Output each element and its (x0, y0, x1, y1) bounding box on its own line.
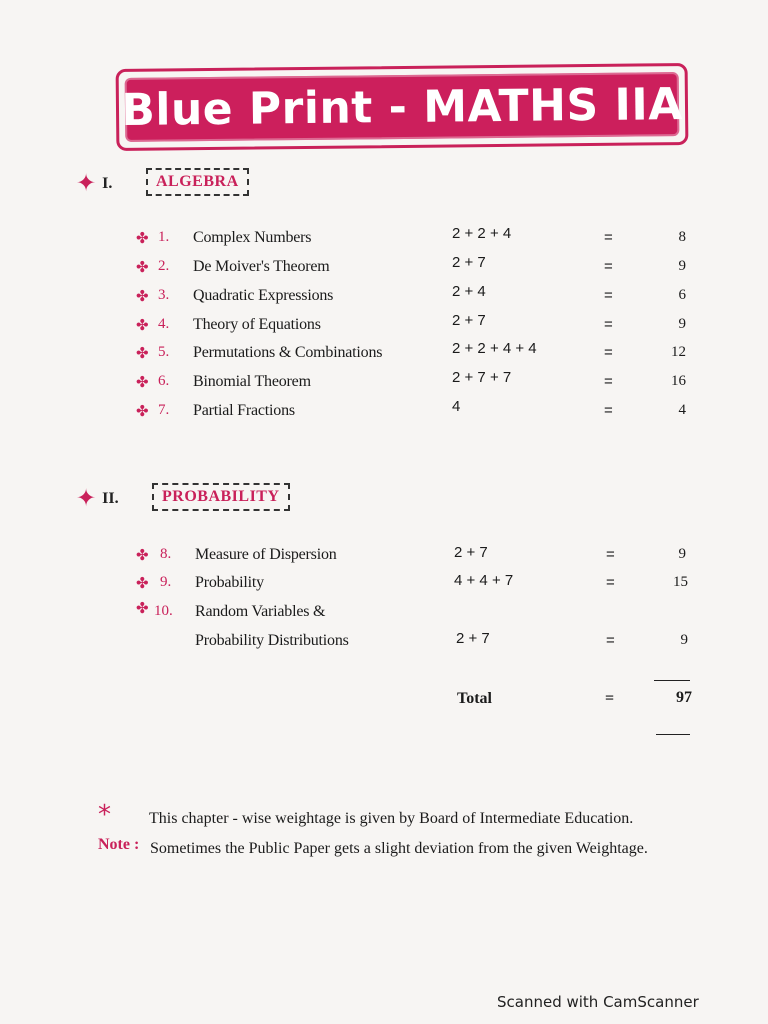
topic-name: Quadratic Expressions (193, 287, 334, 304)
topic-equals: = (604, 258, 613, 275)
topic-name: Complex Numbers (193, 229, 312, 246)
topic-row (0, 254, 768, 282)
topic-marks: 8 (678, 229, 686, 245)
topic-name: Theory of Equations (193, 316, 321, 333)
topic-equals: = (604, 229, 613, 246)
cross-bullet-icon: ✤ (136, 404, 149, 420)
topic-name: Probability (195, 574, 264, 591)
total-value: 97 (676, 689, 692, 706)
cross-bullet-icon: ✤ (136, 548, 149, 564)
scanner-watermark: Scanned with CamScanner (497, 993, 699, 1011)
page-title: Blue Print - MATHS IIA (121, 78, 683, 136)
cross-bullet-icon: ✤ (136, 346, 149, 362)
topic-name: Binomial Theorem (193, 373, 311, 390)
section-roman: II. (102, 490, 119, 507)
note-line-deviation: Sometimes the Public Paper gets a slight deviation from the given Weightage. (150, 840, 648, 857)
topic-name: De Moiver's Theorem (193, 258, 330, 275)
topic-formula: 2 + 4 (452, 283, 486, 300)
section-roman: I. (102, 175, 113, 192)
total-label: Total (457, 690, 492, 707)
topic-name: Measure of Dispersion (195, 546, 337, 563)
topic-row (0, 340, 768, 368)
note-label: Note : (98, 836, 140, 853)
topic-row (0, 603, 768, 627)
topic-name: Partial Fractions (193, 402, 295, 419)
cross-bullet-icon: ✤ (136, 576, 149, 592)
diamond-bullet-icon: ✦ (76, 171, 97, 197)
topic-equals: = (604, 373, 613, 390)
cross-bullet-icon: ✤ (136, 260, 149, 276)
topic-formula: 2 + 7 + 7 (452, 369, 512, 386)
total-bottom-rule (656, 734, 690, 735)
topic-name: Random Variables & (195, 603, 326, 620)
total-top-rule (654, 680, 690, 681)
note-line-weightage: This chapter - wise weightage is given by Board of Intermediate Education. (149, 810, 634, 827)
section-heading-probability (76, 487, 119, 511)
topic-number: 9. (160, 574, 172, 590)
topic-marks: 9 (678, 546, 686, 562)
topic-formula: 2 + 7 (452, 254, 486, 271)
topic-name: Probability Distributions (195, 632, 349, 649)
topic-equals: = (604, 316, 613, 333)
topic-row (0, 546, 768, 570)
topic-formula: 2 + 7 (456, 630, 490, 647)
asterisk-icon: * (98, 800, 111, 830)
topic-equals: = (604, 402, 613, 419)
topic-equals: = (606, 574, 615, 591)
topic-formula: 2 + 7 (452, 312, 486, 329)
topic-row (0, 398, 768, 426)
topic-formula: 2 + 2 + 4 + 4 (452, 340, 537, 357)
topic-formula: 4 + 4 + 7 (454, 572, 514, 589)
topic-marks: 9 (678, 316, 686, 332)
section-title-probability: PROBABILITY (152, 483, 290, 511)
title-banner-fill (121, 72, 683, 142)
topic-number: 1. (158, 229, 170, 245)
topic-number: 2. (158, 258, 170, 274)
topic-equals: = (606, 546, 615, 563)
topic-row (0, 369, 768, 397)
cross-bullet-icon: ✤ (136, 231, 149, 247)
topic-row (0, 312, 768, 340)
section-heading-algebra (76, 172, 112, 196)
topic-number: 6. (158, 373, 170, 389)
section-title-algebra: ALGEBRA (146, 168, 249, 196)
topic-number: 7. (158, 402, 170, 418)
topic-number: 4. (158, 316, 170, 332)
topic-row (0, 574, 768, 598)
topic-formula: 2 + 2 + 4 (452, 225, 512, 242)
topic-formula: 2 + 7 (454, 544, 488, 561)
topic-marks: 12 (671, 344, 686, 360)
topic-marks: 9 (680, 632, 688, 648)
topic-equals: = (604, 287, 613, 304)
topic-number: 5. (158, 344, 170, 360)
topic-marks: 16 (671, 373, 686, 389)
cross-bullet-icon: ✤ (136, 375, 149, 391)
topic-number: 10. (154, 603, 173, 619)
topic-marks: 9 (678, 258, 686, 274)
topic-number: 3. (158, 287, 170, 303)
topic-number: 8. (160, 546, 172, 562)
topic-name: Permutations & Combinations (193, 344, 383, 361)
cross-bullet-icon: ✤ (136, 318, 149, 334)
topic-marks: 6 (678, 287, 686, 303)
cross-bullet-icon: ✤ (136, 601, 149, 617)
title-banner (116, 63, 689, 151)
topic-equals: = (606, 632, 615, 649)
total-equals: = (605, 690, 615, 707)
cross-bullet-icon: ✤ (136, 289, 149, 305)
topic-equals: = (604, 344, 613, 361)
topic-marks: 4 (678, 402, 686, 418)
topic-row-continuation (0, 632, 768, 656)
diamond-bullet-icon: ✦ (76, 486, 97, 512)
topic-formula: 4 (452, 398, 461, 415)
topic-row (0, 283, 768, 311)
topic-marks: 15 (673, 574, 688, 590)
topic-row (0, 225, 768, 253)
